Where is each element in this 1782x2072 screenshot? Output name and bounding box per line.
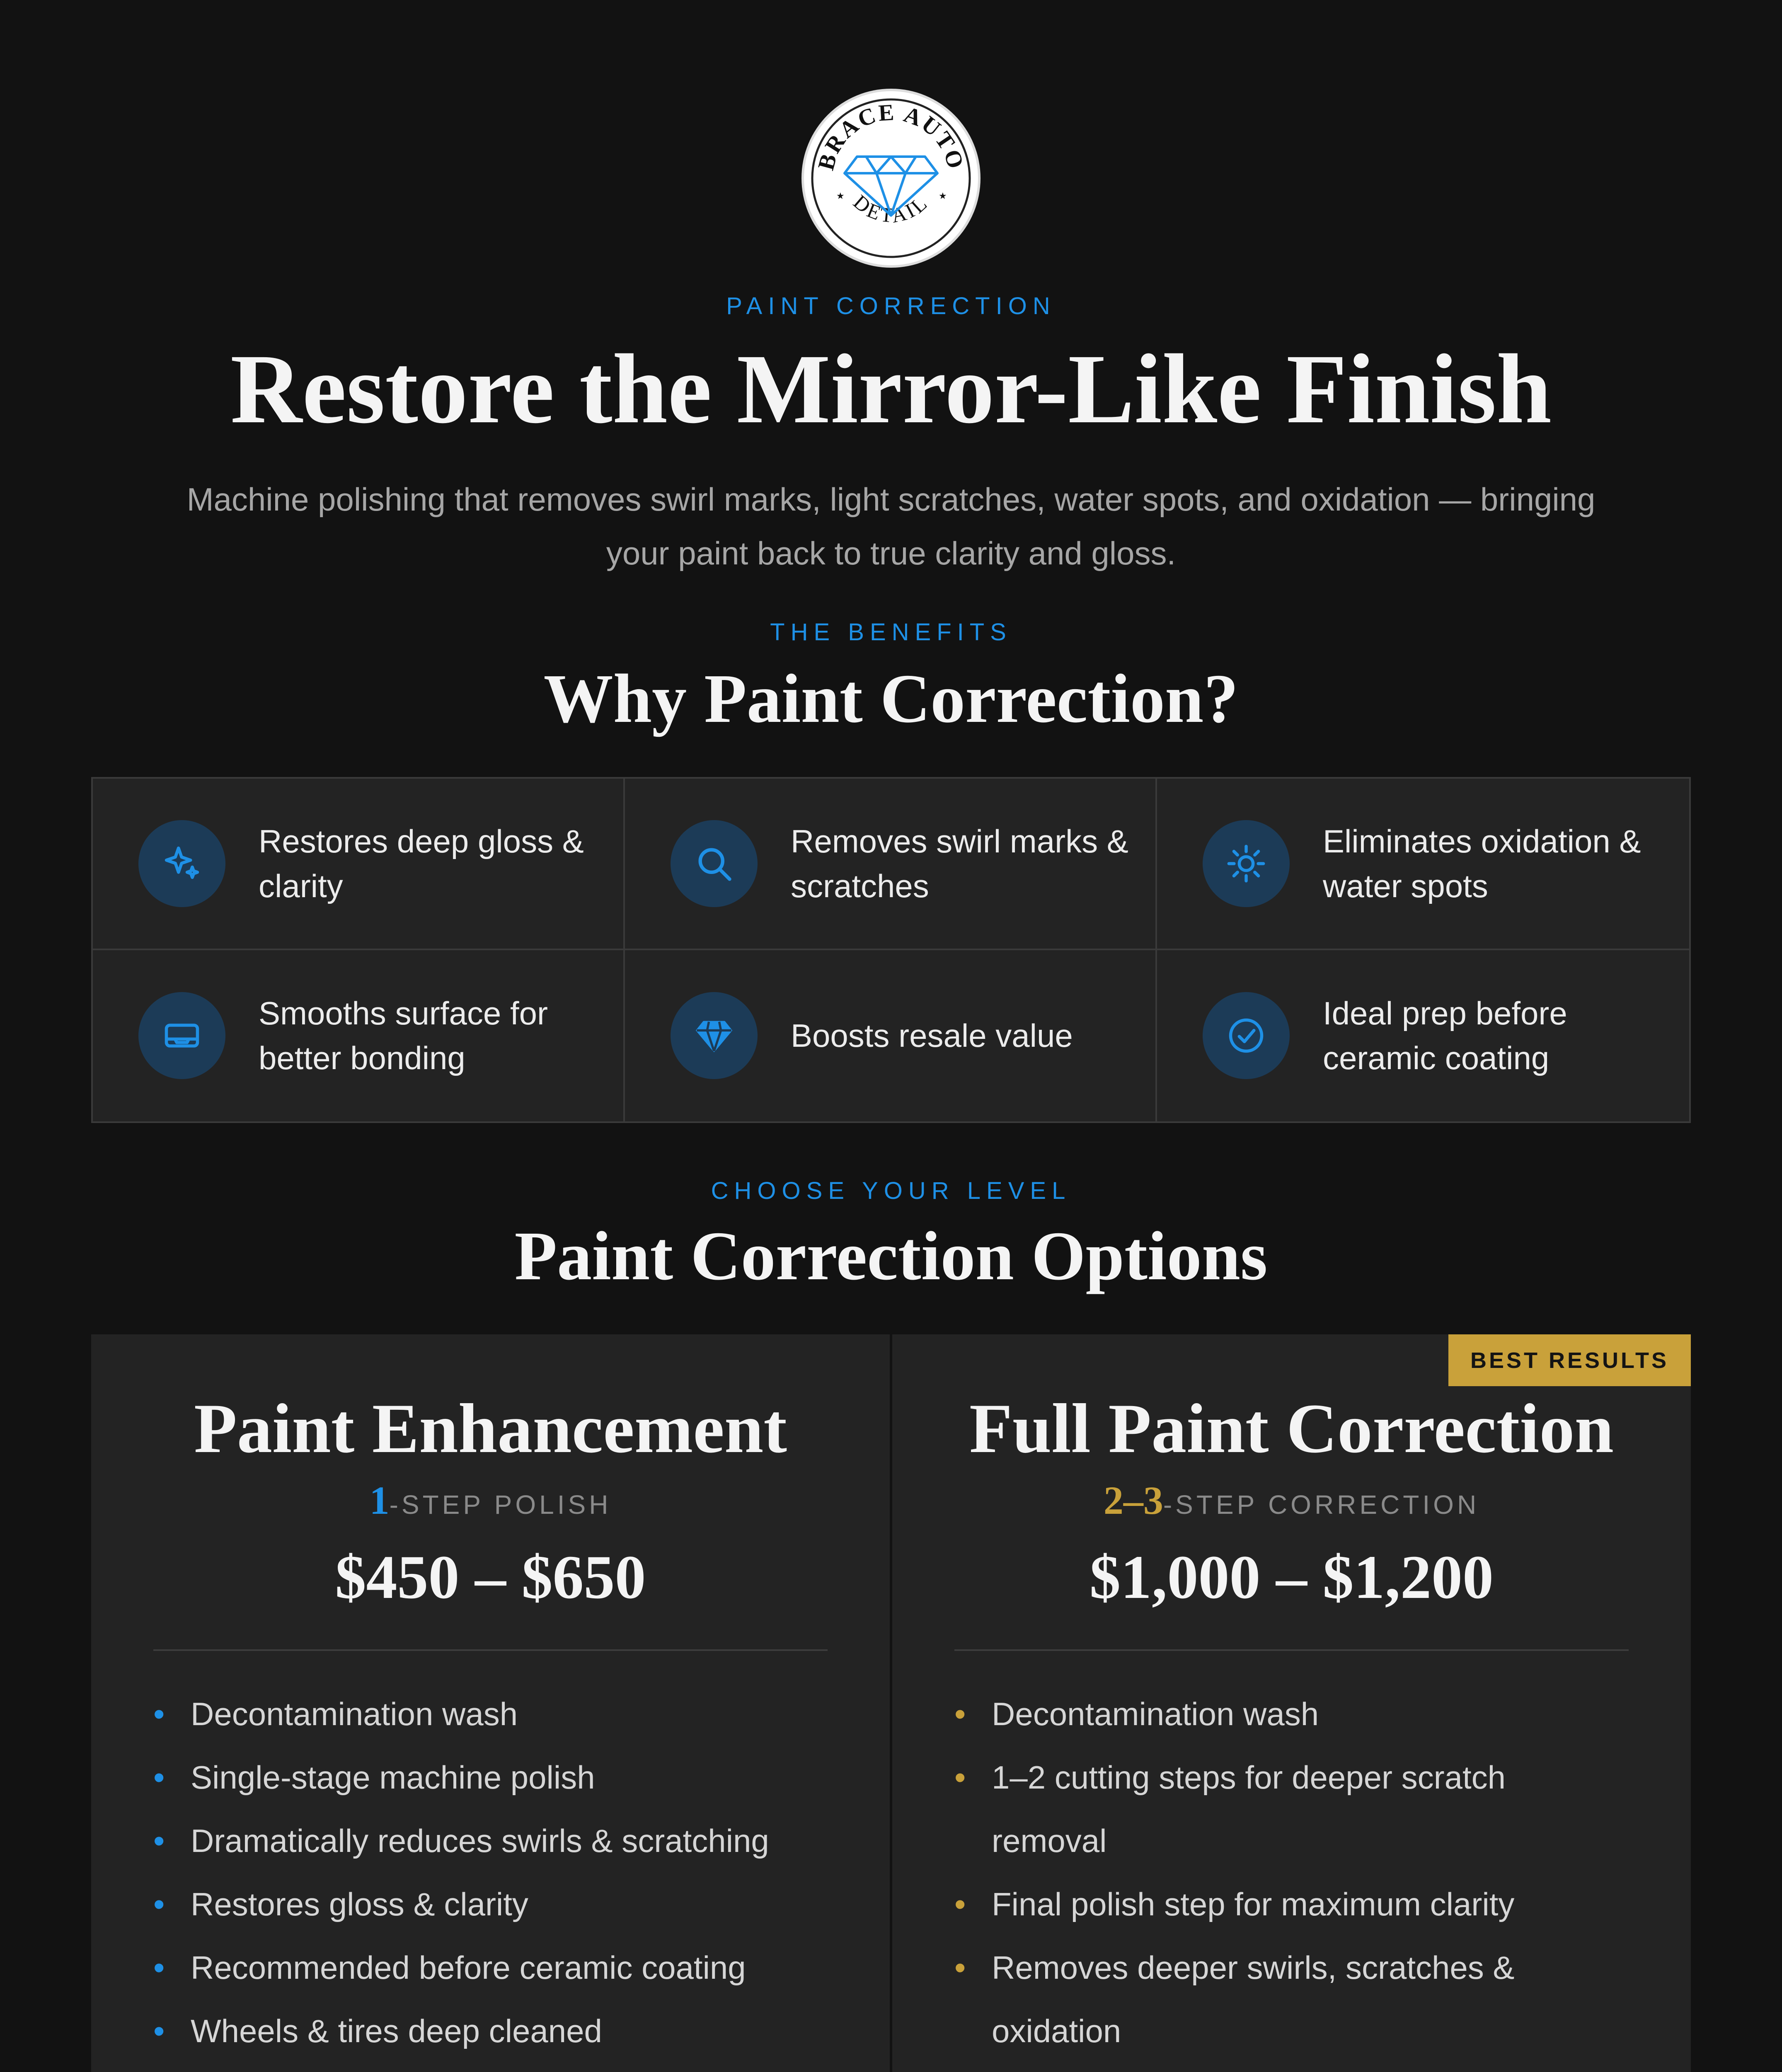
best-results-badge: BEST RESULTS — [1448, 1334, 1691, 1386]
plan-name: Full Paint Correction — [969, 1389, 1614, 1467]
bullet-icon — [954, 2063, 966, 2072]
list-item: • Restores gloss & clarity — [153, 1873, 828, 1936]
plan-step-text: -STEP POLISH — [389, 1490, 612, 1520]
diamond-icon — [671, 992, 758, 1079]
divider — [954, 1649, 1629, 1651]
svg-text:BRACE AUTO — [813, 99, 969, 173]
benefit-item — [93, 779, 625, 950]
benefits-title: Why Paint Correction? — [543, 660, 1239, 737]
bullet-icon: • — [954, 1949, 966, 1986]
logo-star-left: ★ — [836, 191, 845, 201]
benefit-label: Ideal prep before ceramic coating — [1323, 995, 1567, 1077]
bullet-icon: • — [153, 1886, 165, 1922]
benefit-label: Restores deep gloss & clarity — [259, 823, 584, 904]
benefit-item — [625, 950, 1157, 1122]
plan-card-full-correction — [892, 1334, 1691, 2072]
logo-star-right: ★ — [939, 191, 947, 201]
benefit-label: Eliminates oxidation & water spots — [1323, 823, 1641, 904]
plan-step-count: 2–3 — [1103, 1478, 1163, 1523]
list-item: • 1–2 cutting steps for deeper scratch removal — [954, 1746, 1629, 1873]
search-icon — [671, 820, 758, 907]
plan-steps — [91, 1477, 890, 1523]
list-item: • Dramatically reduces swirls & scratching — [153, 1809, 828, 1873]
benefit-label: Smooths surface for better bonding — [259, 995, 548, 1077]
options-eyebrow: CHOOSE YOUR LEVEL — [711, 1177, 1071, 1204]
plan-feature-list — [153, 1682, 828, 2063]
benefits-eyebrow: THE BENEFITS — [770, 619, 1012, 646]
bullet-icon: • — [153, 1696, 165, 1732]
plan-feature-list — [954, 1682, 1629, 2072]
surface-icon — [138, 992, 225, 1079]
list-item: • Decontamination wash — [153, 1682, 828, 1746]
options-cards — [91, 1334, 1691, 2072]
hero-subtitle: Machine polishing that removes swirl marks, light scratches, water spots, and oxidation — bringing your paint back to true clarity and gloss. — [186, 481, 1596, 571]
logo-bottom-text: DETAIL — [849, 190, 933, 228]
plan-step-text: -STEP CORRECTION — [1163, 1490, 1480, 1520]
logo-top-text: BRACE AUTO — [813, 99, 969, 173]
bullet-icon: • — [153, 1949, 165, 1986]
plan-price: $1,000 – $1,200 — [1090, 1543, 1494, 1612]
list-item: • Decontamination wash — [954, 1682, 1629, 1746]
bullet-icon: • — [153, 2013, 165, 2049]
benefits-grid — [91, 777, 1691, 1123]
benefit-item — [93, 950, 625, 1122]
sun-icon — [1203, 820, 1290, 907]
logo-seal — [804, 91, 978, 265]
brand-logo — [804, 91, 978, 265]
bullet-icon: • — [153, 1823, 165, 1859]
svg-text:DETAIL — [849, 190, 933, 227]
divider — [153, 1649, 828, 1651]
bullet-icon: • — [153, 1759, 165, 1796]
list-item — [954, 2063, 1629, 2072]
plan-step-count: 1 — [369, 1478, 390, 1523]
plan-steps — [892, 1477, 1691, 1523]
bullet-icon: • — [954, 1759, 966, 1796]
bullet-icon: • — [954, 1886, 966, 1922]
page-title: Restore the Mirror-Like Finish — [230, 334, 1552, 444]
bullet-icon: • — [954, 1696, 966, 1732]
list-item: • Removes deeper swirls, scratches & oxidation — [954, 1936, 1629, 2063]
benefit-label: Boosts resale value — [791, 1017, 1073, 1054]
list-item: • Wheels & tires deep cleaned — [153, 1999, 828, 2063]
benefit-item — [625, 779, 1157, 950]
benefit-label: Removes swirl marks & scratches — [791, 823, 1128, 904]
list-item: • Single-stage machine polish — [153, 1746, 828, 1809]
benefit-item — [1157, 950, 1689, 1122]
hero-eyebrow: PAINT CORRECTION — [726, 293, 1056, 320]
benefit-item — [1157, 779, 1689, 950]
plan-name: Paint Enhancement — [194, 1389, 787, 1467]
plan-price: $450 – $650 — [335, 1543, 646, 1612]
check-circle-icon — [1203, 992, 1290, 1079]
options-title: Paint Correction Options — [514, 1218, 1268, 1295]
sparkle-icon — [138, 820, 225, 907]
plan-card-enhancement — [91, 1334, 890, 2072]
list-item: • Final polish step for maximum clarity — [954, 1873, 1629, 1936]
list-item: • Recommended before ceramic coating — [153, 1936, 828, 1999]
